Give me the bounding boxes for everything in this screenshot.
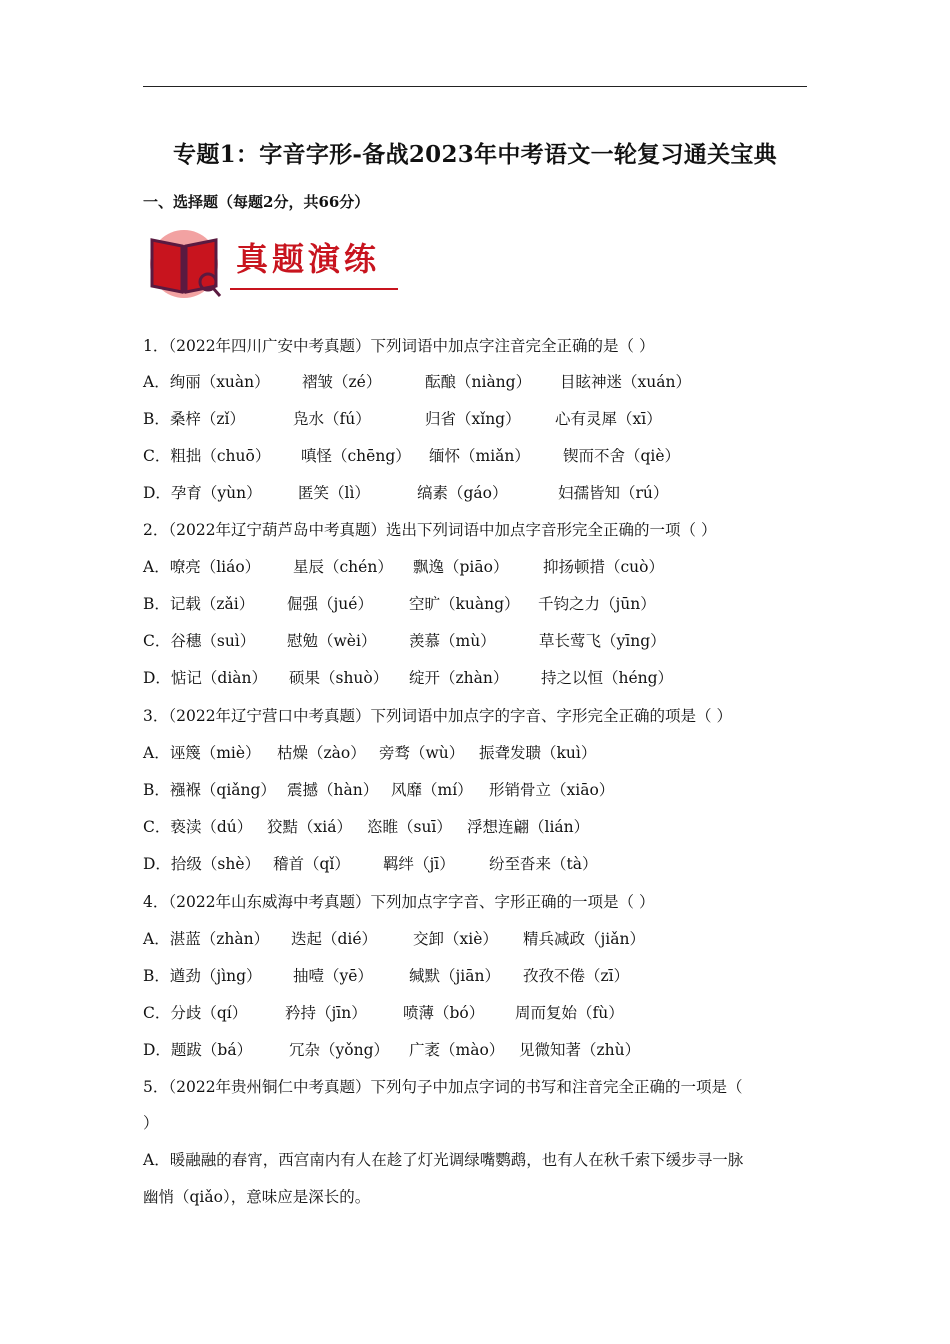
- question-5-option-a-cont: 幽悄（qiǎo），意味应是深长的。: [143, 1188, 371, 1206]
- option-word: A．湛蓝（zhàn）: [143, 930, 270, 948]
- question-5-stem-cont: ）: [143, 1114, 159, 1132]
- option-word: 狡黠（xiá）: [267, 818, 352, 836]
- option-word: C．亵渎（dú）: [143, 818, 253, 836]
- option-word: 孜孜不倦（zī）: [523, 967, 630, 985]
- question-2-stem: 2．（2022年辽宁葫芦岛中考真题）选出下列词语中加点字音形完全正确的一项（ ）: [143, 521, 717, 539]
- option-word: 慰勉（wèi）: [287, 632, 377, 650]
- question-3-stem: 3．（2022年辽宁营口中考真题）下列词语中加点字的字音、字形完全正确的项是（ ）: [143, 707, 732, 725]
- option-word: 千钧之力（jūn）: [538, 595, 656, 613]
- option-word: 迭起（dié）: [291, 930, 378, 948]
- option-word: C．分歧（qí）: [143, 1004, 248, 1022]
- option-word: 形销骨立（xiāo）: [489, 781, 615, 799]
- option-word: 心有灵犀（xī）: [555, 410, 662, 428]
- option-word: B．记载（zǎi）: [143, 595, 255, 613]
- option-word: 空旷（kuàng）: [409, 595, 520, 613]
- option-word: 羁绊（jī）: [383, 855, 455, 873]
- page-title: 专题1：字音字形-备战2023年中考语文一轮复习通关宝典: [173, 141, 777, 168]
- option-word: 缟素（gáo）: [417, 484, 508, 502]
- option-word: 持之以恒（héng）: [541, 669, 674, 687]
- option-word: B．桑梓（zǐ）: [143, 410, 246, 428]
- option-word: 恣睢（suī）: [367, 818, 452, 836]
- option-word: 飘逸（piāo）: [413, 558, 509, 576]
- option-word: C．粗拙（chuō）: [143, 447, 271, 465]
- option-word: 妇孺皆知（rú）: [558, 484, 669, 502]
- option-word: D．惦记（diàn）: [143, 669, 268, 687]
- option-word: 凫水（fú）: [293, 410, 371, 428]
- question-5-stem: 5．（2022年贵州铜仁中考真题）下列句子中加点字词的书写和注音完全正确的一项是（: [143, 1078, 743, 1096]
- option-word: A．绚丽（xuàn）: [143, 373, 270, 391]
- option-word: 硕果（shuò）: [289, 669, 389, 687]
- option-word: 喷薄（bó）: [403, 1004, 485, 1022]
- option-word: 抽噎（yē）: [293, 967, 373, 985]
- option-word: 振聋发聩（kuì）: [479, 744, 597, 762]
- question-1-stem: 1．（2022年四川广安中考真题）下列词语中加点字注音完全正确的是（ ）: [143, 337, 655, 355]
- option-word: 震撼（hàn）: [287, 781, 379, 799]
- question-4-stem: 4．（2022年山东威海中考真题）下列加点字字音、字形正确的一项是（ ）: [143, 893, 655, 911]
- option-word: D．孕育（yùn）: [143, 484, 262, 502]
- option-word: B．遒劲（jìng）: [143, 967, 262, 985]
- option-word: A．诬篾（miè）: [143, 744, 261, 762]
- question-5-option-a: A．暖融融的春宵，西宫南内有人在趁了灯光调绿嘴鹦鹉，也有人在秋千索下缓步寻一脉: [143, 1151, 744, 1169]
- option-word: 褶皱（zé）: [302, 373, 382, 391]
- option-word: 稽首（qǐ）: [273, 855, 350, 873]
- option-word: 矜持（jīn）: [285, 1004, 367, 1022]
- option-word: 匿笑（lì）: [298, 484, 370, 502]
- option-word: 枯燥（zào）: [277, 744, 366, 762]
- option-word: D．拾级（shè）: [143, 855, 261, 873]
- option-word: 草长莺飞（yīng）: [539, 632, 666, 650]
- option-word: 精兵减政（jiǎn）: [523, 930, 645, 948]
- book-icon: [146, 230, 226, 302]
- option-word: 旁骛（wù）: [379, 744, 465, 762]
- banner-underline: [230, 288, 398, 290]
- option-word: A．嘹亮（liáo）: [143, 558, 261, 576]
- option-word: 嗔怪（chēng）: [301, 447, 411, 465]
- option-word: B．襁褓（qiǎng）: [143, 781, 276, 799]
- option-word: 目眩神迷（xuán）: [560, 373, 691, 391]
- option-word: C．谷穗（suì）: [143, 632, 256, 650]
- option-word: 冗杂（yǒng）: [289, 1041, 389, 1059]
- option-word: 星辰（chén）: [293, 558, 393, 576]
- header-rule: [143, 86, 807, 87]
- option-word: 锲而不舍（qiè）: [563, 447, 681, 465]
- option-word: 周而复始（fù）: [515, 1004, 624, 1022]
- option-word: 倔强（jué）: [287, 595, 373, 613]
- option-word: 浮想连翩（lián）: [467, 818, 590, 836]
- option-word: 广袤（mào）: [409, 1041, 505, 1059]
- option-word: 交卸（xiè）: [413, 930, 498, 948]
- option-word: D．题跋（bá）: [143, 1041, 253, 1059]
- option-word: 见微知著（zhù）: [519, 1041, 641, 1059]
- banner-title: 真题演练: [236, 240, 381, 278]
- section-heading: 一、选择题（每题2分，共66分）: [143, 193, 370, 211]
- option-word: 风靡（mí）: [391, 781, 473, 799]
- option-word: 缅怀（miǎn）: [429, 447, 530, 465]
- option-word: 抑扬顿措（cuò）: [543, 558, 664, 576]
- option-word: 缄默（jiān）: [409, 967, 500, 985]
- option-word: 酝酿（niàng）: [425, 373, 532, 391]
- option-word: 归省（xǐng）: [425, 410, 521, 428]
- option-word: 纷至沓来（tà）: [489, 855, 598, 873]
- option-word: 羡慕（mù）: [409, 632, 496, 650]
- option-word: 绽开（zhàn）: [409, 669, 509, 687]
